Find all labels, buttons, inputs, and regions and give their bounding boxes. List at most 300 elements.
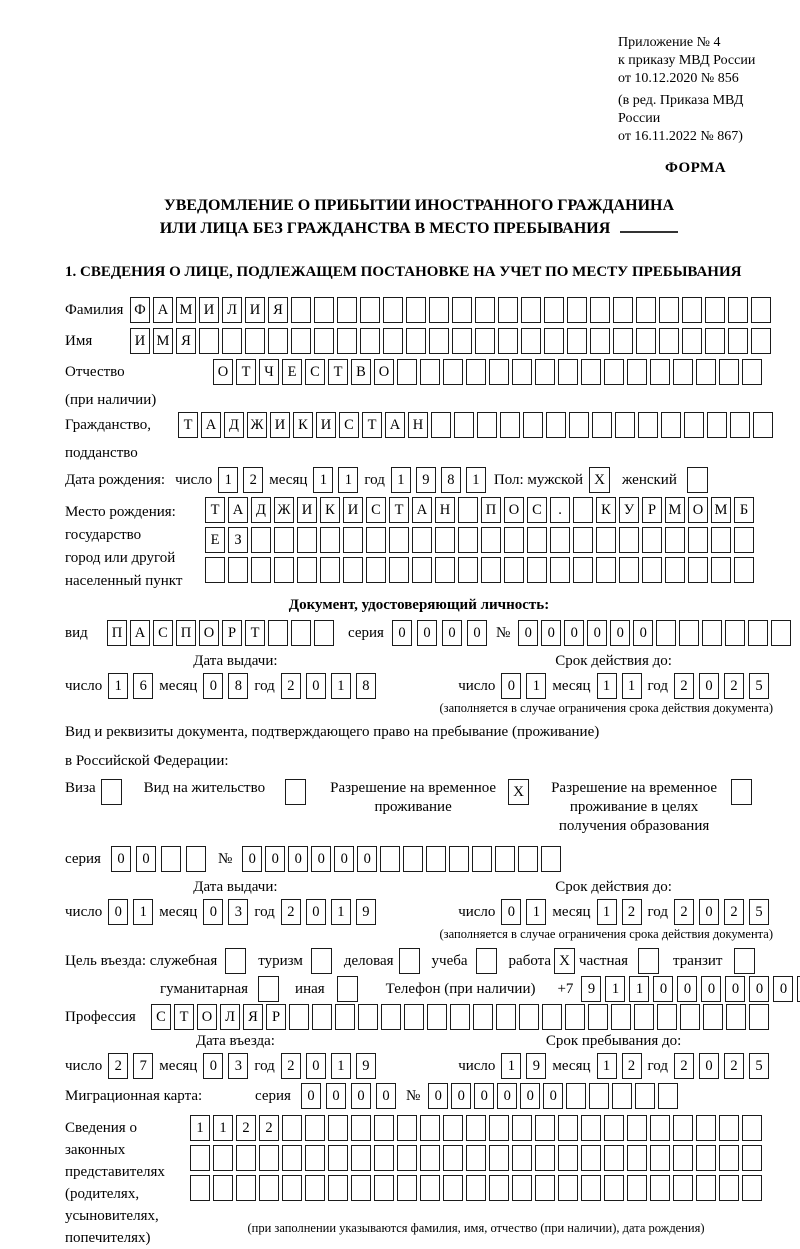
char-cell[interactable]	[673, 359, 693, 385]
char-cell[interactable]: 0	[265, 846, 285, 872]
date-cell[interactable]: 2	[674, 1053, 694, 1079]
date-cell[interactable]: 5	[749, 899, 769, 925]
char-cell[interactable]	[719, 1145, 739, 1171]
char-cell[interactable]: 0	[773, 976, 793, 1002]
char-cell[interactable]: 0	[633, 620, 653, 646]
char-cell[interactable]	[581, 1115, 601, 1141]
char-cell[interactable]	[374, 1175, 394, 1201]
char-cell[interactable]: Т	[328, 359, 348, 385]
char-cell[interactable]	[406, 328, 426, 354]
char-cell[interactable]: 0	[610, 620, 630, 646]
char-cell[interactable]	[360, 328, 380, 354]
char-cell[interactable]	[604, 1145, 624, 1171]
char-cell[interactable]	[728, 297, 748, 323]
date-cell[interactable]: 0	[306, 673, 326, 699]
char-cell[interactable]	[627, 359, 647, 385]
char-cell[interactable]	[658, 1083, 678, 1109]
char-cell[interactable]	[657, 1004, 677, 1030]
date-cell[interactable]: 1	[218, 467, 238, 493]
char-cell[interactable]	[573, 527, 593, 553]
char-cell[interactable]: К	[293, 412, 313, 438]
char-cell[interactable]	[673, 1145, 693, 1171]
char-cell[interactable]	[161, 846, 181, 872]
char-cell[interactable]	[268, 620, 288, 646]
char-cell[interactable]	[389, 527, 409, 553]
char-cell[interactable]	[544, 328, 564, 354]
char-cell[interactable]	[705, 297, 725, 323]
char-cell[interactable]	[521, 297, 541, 323]
char-cell[interactable]	[274, 557, 294, 583]
char-cell[interactable]	[592, 412, 612, 438]
char-cell[interactable]	[680, 1004, 700, 1030]
date-cell[interactable]: 0	[203, 899, 223, 925]
char-cell[interactable]	[222, 328, 242, 354]
char-cell[interactable]	[305, 1115, 325, 1141]
checkbox-male[interactable]: X	[589, 467, 610, 493]
char-cell[interactable]: Р	[642, 497, 662, 523]
date-cell[interactable]: 0	[501, 673, 521, 699]
char-cell[interactable]	[542, 1004, 562, 1030]
char-cell[interactable]	[581, 1175, 601, 1201]
char-cell[interactable]	[498, 297, 518, 323]
char-cell[interactable]: О	[374, 359, 394, 385]
char-cell[interactable]	[337, 328, 357, 354]
char-cell[interactable]	[305, 1145, 325, 1171]
char-cell[interactable]: Т	[245, 620, 265, 646]
char-cell[interactable]: Р	[266, 1004, 286, 1030]
char-cell[interactable]	[726, 1004, 746, 1030]
char-cell[interactable]	[703, 1004, 723, 1030]
char-cell[interactable]	[452, 328, 472, 354]
char-cell[interactable]	[458, 527, 478, 553]
date-cell[interactable]: 9	[356, 1053, 376, 1079]
checkbox-purpose-transit[interactable]	[734, 948, 755, 974]
char-cell[interactable]	[481, 557, 501, 583]
char-cell[interactable]	[289, 1004, 309, 1030]
char-cell[interactable]: Б	[734, 497, 754, 523]
char-cell[interactable]	[550, 557, 570, 583]
char-cell[interactable]	[489, 1175, 509, 1201]
char-cell[interactable]	[360, 297, 380, 323]
char-cell[interactable]: 0	[725, 976, 745, 1002]
char-cell[interactable]: 0	[677, 976, 697, 1002]
date-cell[interactable]: 1	[108, 673, 128, 699]
char-cell[interactable]: Д	[251, 497, 271, 523]
char-cell[interactable]: О	[504, 497, 524, 523]
char-cell[interactable]	[186, 846, 206, 872]
char-cell[interactable]: А	[228, 497, 248, 523]
char-cell[interactable]	[581, 1145, 601, 1171]
char-cell[interactable]	[565, 1004, 585, 1030]
char-cell[interactable]: 0	[701, 976, 721, 1002]
checkbox-rvp[interactable]: X	[508, 779, 529, 805]
char-cell[interactable]	[489, 1115, 509, 1141]
checkbox-purpose-business[interactable]	[399, 948, 420, 974]
date-cell[interactable]: 2	[281, 899, 301, 925]
checkbox-purpose-humanitarian[interactable]	[258, 976, 279, 1002]
checkbox-purpose-work[interactable]: X	[554, 948, 575, 974]
char-cell[interactable]	[730, 412, 750, 438]
char-cell[interactable]	[328, 1145, 348, 1171]
char-cell[interactable]	[581, 359, 601, 385]
char-cell[interactable]	[636, 297, 656, 323]
char-cell[interactable]	[328, 1175, 348, 1201]
char-cell[interactable]: У	[619, 497, 639, 523]
char-cell[interactable]	[297, 527, 317, 553]
char-cell[interactable]: С	[366, 497, 386, 523]
char-cell[interactable]	[450, 1004, 470, 1030]
char-cell[interactable]	[604, 359, 624, 385]
char-cell[interactable]	[725, 620, 745, 646]
char-cell[interactable]: Ж	[247, 412, 267, 438]
date-cell[interactable]: 1	[526, 673, 546, 699]
date-cell[interactable]: 8	[356, 673, 376, 699]
char-cell[interactable]	[512, 1115, 532, 1141]
char-cell[interactable]: С	[339, 412, 359, 438]
char-cell[interactable]	[199, 328, 219, 354]
char-cell[interactable]	[406, 297, 426, 323]
char-cell[interactable]	[742, 1145, 762, 1171]
char-cell[interactable]	[420, 359, 440, 385]
char-cell[interactable]	[748, 620, 768, 646]
char-cell[interactable]	[320, 527, 340, 553]
char-cell[interactable]	[604, 1175, 624, 1201]
char-cell[interactable]	[679, 620, 699, 646]
char-cell[interactable]: 0	[417, 620, 437, 646]
char-cell[interactable]	[282, 1175, 302, 1201]
char-cell[interactable]: А	[201, 412, 221, 438]
char-cell[interactable]: Е	[205, 527, 225, 553]
char-cell[interactable]: Я	[176, 328, 196, 354]
char-cell[interactable]	[588, 1004, 608, 1030]
char-cell[interactable]	[314, 620, 334, 646]
char-cell[interactable]	[627, 1175, 647, 1201]
char-cell[interactable]: 0	[749, 976, 769, 1002]
date-cell[interactable]: 2	[622, 1053, 642, 1079]
char-cell[interactable]	[466, 1175, 486, 1201]
char-cell[interactable]: Т	[236, 359, 256, 385]
char-cell[interactable]: С	[305, 359, 325, 385]
char-cell[interactable]	[665, 557, 685, 583]
date-cell[interactable]: 1	[597, 1053, 617, 1079]
char-cell[interactable]	[719, 359, 739, 385]
char-cell[interactable]	[682, 328, 702, 354]
char-cell[interactable]	[268, 328, 288, 354]
char-cell[interactable]: 0	[428, 1083, 448, 1109]
char-cell[interactable]: 0	[326, 1083, 346, 1109]
char-cell[interactable]: И	[270, 412, 290, 438]
char-cell[interactable]	[481, 527, 501, 553]
char-cell[interactable]	[190, 1175, 210, 1201]
char-cell[interactable]	[403, 846, 423, 872]
char-cell[interactable]	[673, 1175, 693, 1201]
char-cell[interactable]: 0	[288, 846, 308, 872]
checkbox-purpose-service[interactable]	[225, 948, 246, 974]
char-cell[interactable]	[351, 1115, 371, 1141]
char-cell[interactable]	[504, 557, 524, 583]
char-cell[interactable]: Т	[389, 497, 409, 523]
char-cell[interactable]	[397, 1115, 417, 1141]
char-cell[interactable]: М	[711, 497, 731, 523]
char-cell[interactable]	[314, 328, 334, 354]
char-cell[interactable]	[466, 1145, 486, 1171]
char-cell[interactable]	[673, 1115, 693, 1141]
char-cell[interactable]	[518, 846, 538, 872]
char-cell[interactable]	[742, 1175, 762, 1201]
date-cell[interactable]: 2	[724, 899, 744, 925]
char-cell[interactable]	[512, 1175, 532, 1201]
char-cell[interactable]: 0	[467, 620, 487, 646]
char-cell[interactable]	[569, 412, 589, 438]
char-cell[interactable]	[619, 527, 639, 553]
checkbox-rvp-education[interactable]	[731, 779, 752, 805]
char-cell[interactable]	[389, 557, 409, 583]
date-cell[interactable]: 1	[133, 899, 153, 925]
date-cell[interactable]: 0	[203, 1053, 223, 1079]
char-cell[interactable]: 0	[518, 620, 538, 646]
char-cell[interactable]	[397, 1145, 417, 1171]
char-cell[interactable]	[314, 297, 334, 323]
char-cell[interactable]: 0	[357, 846, 377, 872]
char-cell[interactable]	[558, 1145, 578, 1171]
char-cell[interactable]	[541, 846, 561, 872]
char-cell[interactable]	[380, 846, 400, 872]
char-cell[interactable]	[719, 1175, 739, 1201]
char-cell[interactable]	[711, 527, 731, 553]
char-cell[interactable]: Н	[435, 497, 455, 523]
char-cell[interactable]	[205, 557, 225, 583]
char-cell[interactable]	[751, 328, 771, 354]
char-cell[interactable]	[443, 1145, 463, 1171]
char-cell[interactable]: 2	[236, 1115, 256, 1141]
char-cell[interactable]	[297, 557, 317, 583]
char-cell[interactable]: О	[199, 620, 219, 646]
char-cell[interactable]: Е	[282, 359, 302, 385]
date-cell[interactable]: 9	[526, 1053, 546, 1079]
char-cell[interactable]	[213, 1145, 233, 1171]
char-cell[interactable]	[615, 412, 635, 438]
char-cell[interactable]	[742, 1115, 762, 1141]
char-cell[interactable]	[684, 412, 704, 438]
char-cell[interactable]	[412, 527, 432, 553]
char-cell[interactable]	[612, 1083, 632, 1109]
char-cell[interactable]: Ф	[130, 297, 150, 323]
char-cell[interactable]	[696, 1145, 716, 1171]
char-cell[interactable]: 9	[581, 976, 601, 1002]
char-cell[interactable]	[259, 1145, 279, 1171]
char-cell[interactable]	[251, 557, 271, 583]
char-cell[interactable]	[374, 1145, 394, 1171]
char-cell[interactable]	[312, 1004, 332, 1030]
date-cell[interactable]: 0	[306, 899, 326, 925]
char-cell[interactable]	[566, 1083, 586, 1109]
char-cell[interactable]	[742, 359, 762, 385]
char-cell[interactable]	[535, 1175, 555, 1201]
char-cell[interactable]	[443, 1175, 463, 1201]
date-cell[interactable]: 2	[622, 899, 642, 925]
char-cell[interactable]	[335, 1004, 355, 1030]
char-cell[interactable]: А	[130, 620, 150, 646]
char-cell[interactable]: 2	[259, 1115, 279, 1141]
date-cell[interactable]: 1	[338, 467, 358, 493]
date-cell[interactable]: 0	[501, 899, 521, 925]
char-cell[interactable]	[245, 328, 265, 354]
char-cell[interactable]: Н	[408, 412, 428, 438]
char-cell[interactable]	[682, 297, 702, 323]
date-cell[interactable]: 2	[674, 899, 694, 925]
char-cell[interactable]	[702, 620, 722, 646]
date-cell[interactable]: 9	[416, 467, 436, 493]
char-cell[interactable]	[567, 297, 587, 323]
char-cell[interactable]: О	[197, 1004, 217, 1030]
char-cell[interactable]: 0	[474, 1083, 494, 1109]
char-cell[interactable]: 0	[301, 1083, 321, 1109]
char-cell[interactable]: И	[316, 412, 336, 438]
char-cell[interactable]	[596, 527, 616, 553]
char-cell[interactable]	[435, 527, 455, 553]
char-cell[interactable]	[558, 1115, 578, 1141]
char-cell[interactable]: 0	[136, 846, 156, 872]
char-cell[interactable]	[635, 1083, 655, 1109]
char-cell[interactable]: И	[130, 328, 150, 354]
char-cell[interactable]	[291, 297, 311, 323]
date-cell[interactable]: 2	[724, 673, 744, 699]
char-cell[interactable]	[305, 1175, 325, 1201]
date-cell[interactable]: 2	[108, 1053, 128, 1079]
date-cell[interactable]: 8	[441, 467, 461, 493]
char-cell[interactable]	[590, 328, 610, 354]
char-cell[interactable]	[659, 297, 679, 323]
char-cell[interactable]: М	[176, 297, 196, 323]
char-cell[interactable]	[475, 297, 495, 323]
char-cell[interactable]	[458, 497, 478, 523]
char-cell[interactable]	[634, 1004, 654, 1030]
date-cell[interactable]: 3	[228, 1053, 248, 1079]
char-cell[interactable]: 0	[541, 620, 561, 646]
char-cell[interactable]	[696, 359, 716, 385]
date-cell[interactable]: 0	[699, 673, 719, 699]
char-cell[interactable]: А	[412, 497, 432, 523]
char-cell[interactable]	[495, 846, 515, 872]
char-cell[interactable]: 0	[451, 1083, 471, 1109]
date-cell[interactable]: 1	[331, 673, 351, 699]
char-cell[interactable]	[429, 328, 449, 354]
date-cell[interactable]: 2	[243, 467, 263, 493]
char-cell[interactable]	[650, 1145, 670, 1171]
char-cell[interactable]: М	[153, 328, 173, 354]
char-cell[interactable]: 0	[564, 620, 584, 646]
char-cell[interactable]	[383, 297, 403, 323]
char-cell[interactable]	[642, 557, 662, 583]
char-cell[interactable]	[397, 1175, 417, 1201]
char-cell[interactable]: Ч	[259, 359, 279, 385]
char-cell[interactable]	[627, 1145, 647, 1171]
char-cell[interactable]	[656, 620, 676, 646]
date-cell[interactable]: 1	[597, 673, 617, 699]
char-cell[interactable]: 0	[376, 1083, 396, 1109]
char-cell[interactable]: В	[351, 359, 371, 385]
char-cell[interactable]	[527, 527, 547, 553]
char-cell[interactable]: З	[228, 527, 248, 553]
date-cell[interactable]: 1	[331, 899, 351, 925]
char-cell[interactable]	[228, 557, 248, 583]
char-cell[interactable]	[521, 328, 541, 354]
char-cell[interactable]: С	[153, 620, 173, 646]
char-cell[interactable]: Я	[243, 1004, 263, 1030]
char-cell[interactable]	[343, 527, 363, 553]
char-cell[interactable]	[728, 328, 748, 354]
char-cell[interactable]: 0	[111, 846, 131, 872]
char-cell[interactable]	[535, 1145, 555, 1171]
char-cell[interactable]	[282, 1115, 302, 1141]
char-cell[interactable]: И	[343, 497, 363, 523]
char-cell[interactable]	[466, 1115, 486, 1141]
char-cell[interactable]	[550, 527, 570, 553]
char-cell[interactable]	[707, 412, 727, 438]
date-cell[interactable]: 9	[356, 899, 376, 925]
char-cell[interactable]: 0	[311, 846, 331, 872]
char-cell[interactable]	[213, 1175, 233, 1201]
char-cell[interactable]: И	[297, 497, 317, 523]
char-cell[interactable]	[337, 297, 357, 323]
char-cell[interactable]: И	[245, 297, 265, 323]
char-cell[interactable]	[498, 328, 518, 354]
char-cell[interactable]	[573, 497, 593, 523]
date-cell[interactable]: 7	[133, 1053, 153, 1079]
char-cell[interactable]	[589, 1083, 609, 1109]
char-cell[interactable]	[544, 297, 564, 323]
char-cell[interactable]	[282, 1145, 302, 1171]
char-cell[interactable]	[381, 1004, 401, 1030]
date-cell[interactable]: 2	[724, 1053, 744, 1079]
char-cell[interactable]: 0	[392, 620, 412, 646]
date-cell[interactable]: 1	[466, 467, 486, 493]
checkbox-purpose-private[interactable]	[638, 948, 659, 974]
char-cell[interactable]	[291, 328, 311, 354]
char-cell[interactable]	[753, 412, 773, 438]
char-cell[interactable]: М	[665, 497, 685, 523]
char-cell[interactable]	[435, 557, 455, 583]
checkbox-female[interactable]	[687, 467, 708, 493]
char-cell[interactable]: 1	[629, 976, 649, 1002]
date-cell[interactable]: 6	[133, 673, 153, 699]
checkbox-visa[interactable]	[101, 779, 122, 805]
char-cell[interactable]	[696, 1115, 716, 1141]
date-cell[interactable]: 5	[749, 673, 769, 699]
char-cell[interactable]: 0	[520, 1083, 540, 1109]
char-cell[interactable]	[650, 359, 670, 385]
char-cell[interactable]	[351, 1175, 371, 1201]
char-cell[interactable]	[351, 1145, 371, 1171]
char-cell[interactable]: 0	[543, 1083, 563, 1109]
char-cell[interactable]	[590, 297, 610, 323]
char-cell[interactable]	[236, 1175, 256, 1201]
char-cell[interactable]	[596, 557, 616, 583]
char-cell[interactable]	[650, 1175, 670, 1201]
char-cell[interactable]	[696, 1175, 716, 1201]
char-cell[interactable]	[734, 527, 754, 553]
char-cell[interactable]: С	[527, 497, 547, 523]
char-cell[interactable]	[328, 1115, 348, 1141]
char-cell[interactable]	[358, 1004, 378, 1030]
char-cell[interactable]	[527, 557, 547, 583]
char-cell[interactable]: К	[596, 497, 616, 523]
char-cell[interactable]	[420, 1175, 440, 1201]
char-cell[interactable]	[504, 527, 524, 553]
char-cell[interactable]	[291, 620, 311, 646]
char-cell[interactable]	[512, 1145, 532, 1171]
char-cell[interactable]	[427, 1004, 447, 1030]
